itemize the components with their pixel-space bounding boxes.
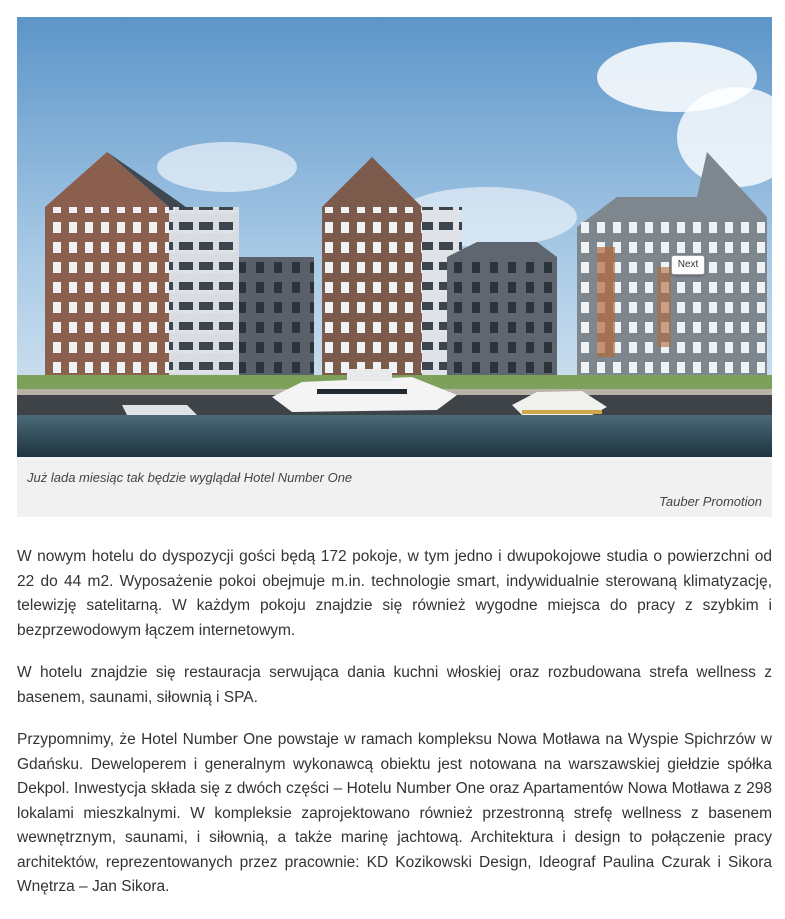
image-figure xyxy=(17,17,772,517)
article-paragraph: Przypomnimy, że Hotel Number One powstaje w ramach kompleksu Nowa Motława na Wyspie Spichrzów w Gdańsku. Deweloperem i generalnym wykonawcą obiektu jest notowana na warszawskiej giełdzie spółka Dekpol. Inwestycja składa się z dwóch części – Hotelu Number One oraz Apartamentów Nowa Motława z 298 lokalami mieszkalnymi. W kompleksie zaprojektowano również przestronną strefę wellness z basenem wewnętrznym, saunami, i siłownią, a także marinę jachtową. Architektura i design to połączenie pracy architektów, reprezentowanych przez pracownie: KD Kozikowski Design, Ideograf Paulina Czurak i Sikora Wnętrza – Jan Sikora. xyxy=(17,731,772,895)
article-body xyxy=(17,545,772,918)
article-paragraph: W nowym hotelu do dyspozycji gości będą 172 pokoje, w tym jedno i dwupokojowe studia o powierzchni od 22 do 44 m2. Wyposażenie pokoi obejmuje m.in. technologie smart, indywidualnie sterowaną klimatyzację, telewizję satelitarną. W każdym pokoju znajdzie się również wygodne miejsca do pracy z szybkim i bezprzewodowym łączem internetowym. xyxy=(17,548,772,639)
next-button[interactable]: Next xyxy=(671,255,705,275)
article-paragraph: W hotelu znajdzie się restauracja serwująca dania kuchni włoskiej oraz rozbudowana strefa wellness z basenem, saunami, siłownią i SPA. xyxy=(17,664,772,706)
image-credit: Tauber Promotion xyxy=(659,494,762,509)
hotel-rendering-image[interactable] xyxy=(17,17,772,457)
image-caption: Już lada miesiąc tak będzie wyglądał Hotel Number One xyxy=(27,470,353,485)
